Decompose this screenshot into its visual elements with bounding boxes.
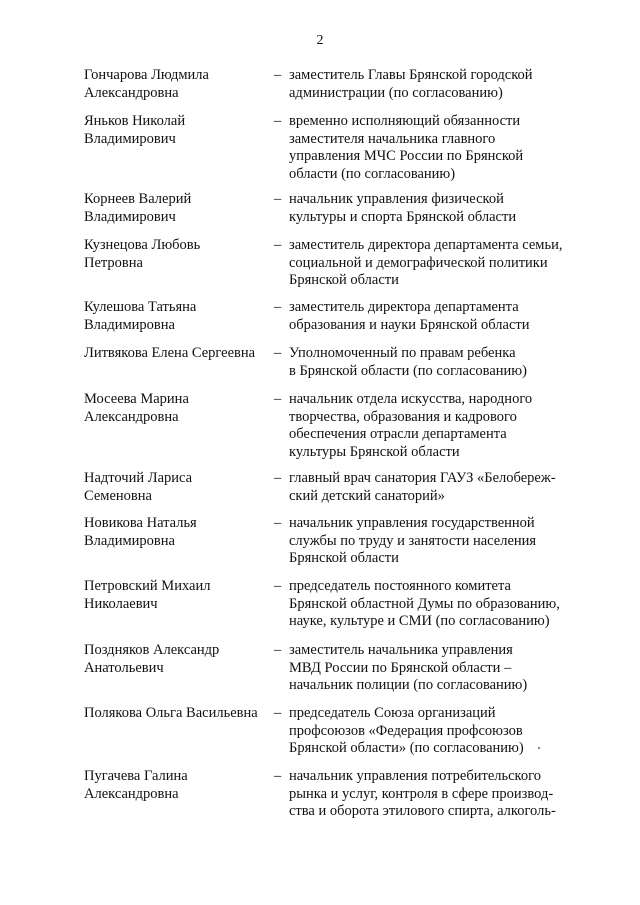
member-name (84, 391, 274, 426)
entry-dash: – (274, 299, 282, 315)
member-position-line: профсоюзов «Федерация профсоюзов (289, 722, 523, 739)
entry-dash: – (274, 470, 282, 486)
member-name-line: Александровна (84, 84, 179, 101)
member-position-line: ства и оборота этилового спирта, алкоголь- (289, 803, 556, 819)
entry-dash: – (274, 391, 282, 407)
member-name-line: Полякова Ольга Васильевна (84, 705, 258, 721)
member-position (289, 578, 579, 631)
member-position-line: заместитель Главы Брянской городской (289, 67, 533, 83)
member-name-line: Александровна (84, 408, 179, 425)
member-position-line: культуры Брянской области (289, 443, 460, 460)
entry-dash: – (274, 113, 282, 129)
member-name-line: Анатольевич (84, 659, 164, 676)
member-position-line: начальник управления государственной (289, 515, 535, 531)
member-name (84, 705, 274, 723)
member-position-line: председатель Союза организаций (289, 705, 496, 721)
page-number: 2 (316, 33, 324, 48)
member-name-line: Надточий Лариса (84, 470, 193, 486)
member-name-line: Мосеева Марина (84, 391, 189, 407)
member-name-line: Новикова Наталья (84, 515, 197, 531)
member-name-line: Владимировна (84, 532, 175, 549)
entry-dash: – (274, 515, 282, 531)
member-position-line: образования и науки Брянской области (289, 316, 530, 333)
entry-dash: – (274, 642, 282, 658)
member-position-line: начальник отдела искусства, народного (289, 391, 533, 407)
member-name-line: Александровна (84, 785, 179, 802)
member-position-line: заместитель директора департамента (289, 299, 519, 315)
member-name (84, 768, 274, 803)
member-name-line: Корнеев Валерий (84, 191, 192, 207)
member-position-line: начальник управления физической (289, 191, 504, 207)
member-position-line: области (по согласованию) (289, 165, 456, 182)
member-name-line: Николаевич (84, 595, 158, 612)
member-position-line: Уполномоченный по правам ребенка (289, 345, 516, 361)
entry-dash: – (274, 578, 282, 594)
member-position-line: заместитель директора департамента семьи, (289, 237, 563, 253)
member-name-line: Петровский Михаил (84, 578, 211, 594)
member-name-line: Владимирович (84, 130, 176, 147)
entry-dash: – (274, 705, 282, 721)
member-position-line: рынка и услуг, контроля в сфере производ- (289, 785, 554, 802)
member-name (84, 113, 274, 148)
member-name (84, 299, 274, 334)
member-position (289, 642, 579, 695)
entry-dash: – (274, 345, 282, 361)
member-name-line: Владимирович (84, 208, 176, 225)
member-name-line: Семеновна (84, 487, 152, 504)
member-position-line: главный врач санатория ГАУЗ «Белобереж- (289, 470, 556, 486)
member-position-line: временно исполняющий обязанности (289, 113, 521, 129)
member-position (289, 515, 579, 568)
member-position-line: заместитель начальника управления (289, 642, 513, 658)
member-name-line: Кулешова Татьяна (84, 299, 197, 315)
member-position (289, 113, 579, 183)
member-position-line: творчества, образования и кадрового (289, 408, 517, 425)
member-position-line: ский детский санаторий» (289, 487, 445, 504)
member-position-line: Брянской области (289, 550, 399, 566)
member-name (84, 578, 274, 613)
member-name (84, 345, 274, 363)
entry-dash: – (274, 768, 282, 784)
member-position-line: администрации (по согласованию) (289, 84, 503, 101)
member-name (84, 237, 274, 272)
member-name-line: Петровна (84, 254, 143, 271)
stray-mark (538, 747, 540, 749)
member-position (289, 345, 579, 380)
member-name (84, 67, 274, 102)
member-position-line: службы по труду и занятости населения (289, 532, 537, 549)
member-position (289, 299, 579, 334)
member-position-line: начальник управления потребительского (289, 768, 541, 784)
member-position-line: Брянской областной Думы по образованию, (289, 595, 560, 612)
member-name-line: Пугачева Галина (84, 768, 188, 784)
member-position-line: культуры и спорта Брянской области (289, 208, 517, 225)
member-name-line: Поздняков Александр (84, 642, 220, 658)
member-position-line: МВД России по Брянской области – (289, 659, 512, 676)
member-position (289, 191, 579, 226)
member-position (289, 67, 579, 102)
member-position (289, 237, 579, 290)
member-name-line: Литвякова Елена Сергеевна (84, 345, 256, 361)
member-position-line: Брянской области» (по согласованию) (289, 740, 524, 756)
member-position-line: обеспечения отрасли департамента (289, 426, 507, 442)
member-position-line: заместителя начальника главного (289, 130, 496, 147)
member-position-line: Брянской области (289, 272, 399, 288)
member-position-line: в Брянской области (по согласованию) (289, 362, 527, 379)
member-position-line: председатель постоянного комитета (289, 578, 511, 594)
member-name-line: Кузнецова Любовь (84, 237, 201, 253)
member-name (84, 470, 274, 505)
member-name (84, 642, 274, 677)
member-position-line: науке, культуре и СМИ (по согласованию) (289, 613, 550, 629)
member-name-line: Владимировна (84, 316, 175, 333)
member-position (289, 768, 579, 821)
member-position-line: управления МЧС России по Брянской (289, 148, 524, 164)
entry-dash: – (274, 67, 282, 83)
entry-dash: – (274, 191, 282, 207)
member-name (84, 191, 274, 226)
member-position (289, 391, 579, 461)
member-position (289, 705, 579, 758)
member-name-line: Гончарова Людмила (84, 67, 209, 83)
member-position-line: начальник полиции (по согласованию) (289, 677, 528, 693)
entry-dash: – (274, 237, 282, 253)
member-position-line: социальной и демографической политики (289, 254, 548, 271)
member-name-line: Яньков Николай (84, 113, 186, 129)
member-position (289, 470, 579, 505)
member-name (84, 515, 274, 550)
